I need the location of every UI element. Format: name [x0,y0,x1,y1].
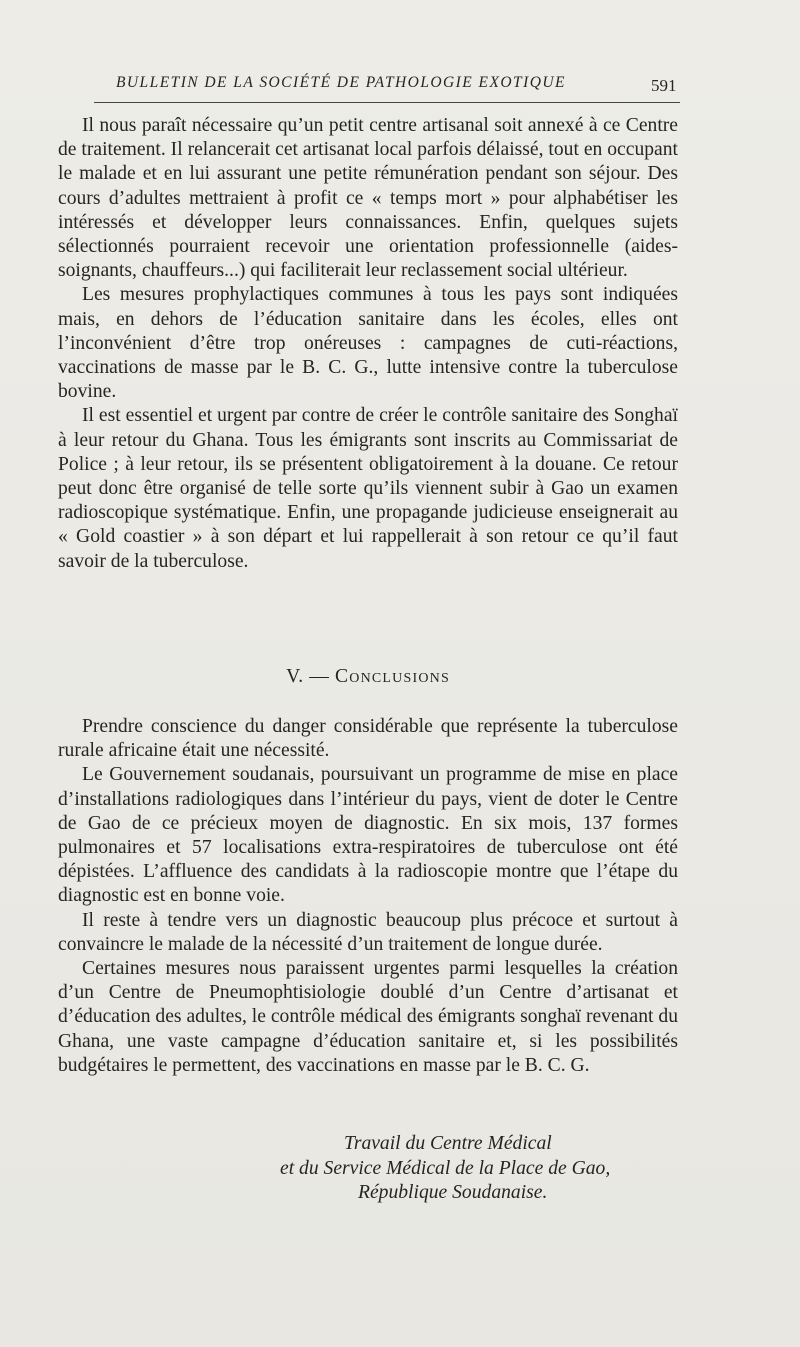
body-text-conclusions [58,715,678,1078]
running-head-title: BULLETIN DE LA SOCIÉTÉ DE PATHOLOGIE EXOTIQUE [116,74,566,91]
signature-line-3: République Soudanaise. [358,1182,548,1204]
signature-block [280,1132,678,1206]
section-title: Conclusions [334,666,450,687]
header-rule [94,102,680,103]
signature-line-1: Travail du Centre Médical [344,1133,552,1154]
conclusion-paragraph-awareness: Prendre conscience du danger considérable que représente la tuberculose rurale africaine était une nécessité. [58,716,678,762]
conclusion-paragraph-radiology: Le Gouvernement soudanais, poursuivant un programme de mise en place d’installations radiologiques dans l’intérieur du pays, vient de doter le Centre de Gao de ce précieux moyen de diagnostic. En six mois, 137 formes pulmonaires et 57 localisations extra-respiratoires de tuberculose ont été dépistées. L’affluence des candidats à la radioscopie montre que l’étape du diagnostic est en bonne voie. [58,764,678,907]
conclusion-paragraph-diagnosis: Il reste à tendre vers un diagnostic beaucoup plus précoce et surtout à convaincre le malade de la nécessité d’un traitement de longue durée. [58,909,678,955]
body-text-top [58,114,678,574]
paragraph-prophylactic-measures: Les mesures prophylactiques communes à tous les pays sont indiquées mais, en dehors de l’éducation sanitaire dans les écoles, elles ont l’inconvénient d’être trop onéreuses : campagnes de cuti-réactions, vaccinations de masse par le B. C. G., lutte intensive contre la tuberculose bovine. [58,284,678,403]
section-heading-conclusions [58,666,678,688]
conclusion-paragraph-urgent-measures: Certaines mesures nous paraissent urgentes parmi lesquelles la création d’un Centre de Pneumophtisiologie doublé d’un Centre d’artisanat et d’éducation des adultes, le contrôle médical des émigrants songhaï revenant du Ghana, une vaste campagne d’éducation sanitaire et, si les possibilités budgétaires le permettent, des vaccinations en masse par le B. C. G. [58,958,678,1076]
page-number: 591 [651,76,677,95]
section-numeral: V. — [286,666,335,687]
signature-line-2: et du Service Médical de la Place de Gao, [280,1157,611,1179]
paragraph-artisan-centre: Il nous paraît nécessaire qu’un petit centre artisanal soit annexé à ce Centre de traitement. Il relancerait cet artisanat local parfois délaissé, tout en occupant le malade et en lui assurant une petite rémunération pendant son séjour. Des cours d’adultes mettraient à profit ce « temps mort » pour alphabétiser les intéressés et développer leurs connaissances. Enfin, quelques sujets sélectionnés pourraient recevoir une orientation professionnelle (aides-soignants, chauffeurs...) qui faciliterait leur reclassement social ultérieur. [58,115,678,282]
paragraph-sanitary-control: Il est essentiel et urgent par contre de créer le contrôle sanitaire des Songhaï à leur retour du Ghana. Tous les émigrants sont inscrits au Commissariat de Police ; à leur retour, ils se présentent obligatoirement à la douane. Ce retour peut donc être organisé de telle sorte qu’ils viennent subir à Gao un examen radioscopique systématique. Enfin, une propagande judicieuse enseignerait au « Gold coastier » à son départ et lui rappellerait à son retour ce qu’il faut savoir de la tuberculose. [58,405,678,572]
